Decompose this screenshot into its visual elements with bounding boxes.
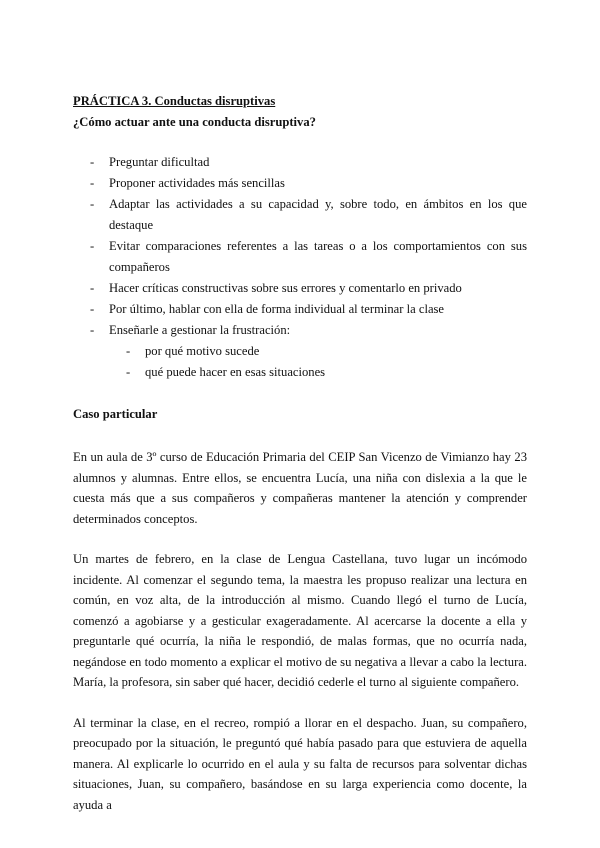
sub-list-item	[109, 341, 527, 362]
list-item	[73, 173, 527, 194]
list-item	[73, 278, 527, 299]
list-item	[73, 236, 527, 278]
bullet-dash: -	[90, 302, 95, 316]
case-heading: Caso particular	[73, 407, 158, 421]
list-item	[73, 299, 527, 320]
list-item-text: Adaptar las actividades a su capacidad y, sobre todo, en ámbitos en los que destaque	[109, 197, 527, 232]
list-item-text: Proponer actividades más sencillas	[109, 176, 285, 190]
bullet-dash: -	[90, 155, 95, 169]
list-item	[73, 152, 527, 173]
frustration-sublist	[109, 341, 527, 383]
paragraph-intro: En un aula de 3º curso de Educación Primaria del CEIP San Vicenzo de Vimianzo hay 23 alumnos y alumnas. Entre ellos, se encuentra Lucía, una niña con dislexia a la que le cuesta más que a sus compañeros y compañeras mantener la atención y comprender determinados conceptos.	[73, 450, 527, 526]
bullet-dash: -	[90, 197, 95, 211]
document-title: PRÁCTICA 3. Conductas disruptivas	[73, 94, 276, 108]
strategy-list	[73, 152, 527, 383]
list-item-text: Preguntar dificultad	[109, 155, 210, 169]
bullet-dash: -	[90, 323, 95, 337]
bullet-dash: -	[126, 344, 131, 358]
document-content	[73, 92, 527, 815]
sub-list-item	[109, 362, 527, 383]
paragraph-aftermath: Al terminar la clase, en el recreo, rompió a llorar en el despacho. Juan, su compañero, preocupado por la situación, le preguntó qué había pasado para que estuviera de aquella manera. Al explicarle lo ocurrido en el aula y su falta de recursos para solventar dichas situaciones, Juan, su compañero, basándose en su larga experiencia como docente, la ayuda a	[73, 715, 527, 812]
list-item-text: Por último, hablar con ella de forma individual al terminar la clase	[109, 302, 445, 316]
sub-list-item-text: por qué motivo sucede	[145, 344, 260, 358]
bullet-dash: -	[90, 239, 95, 253]
document-subtitle: ¿Cómo actuar ante una conducta disruptiva?	[73, 115, 316, 129]
list-item	[73, 194, 527, 236]
bullet-dash: -	[90, 281, 95, 295]
bullet-dash: -	[126, 365, 131, 379]
list-item-text: Enseñarle a gestionar la frustración:	[109, 323, 291, 337]
list-item-text: Evitar comparaciones referentes a las tareas o a los comportamientos con sus compañeros	[109, 239, 527, 274]
bullet-dash: -	[90, 176, 95, 190]
sub-list-item-text: qué puede hacer en esas situaciones	[145, 365, 326, 379]
list-item	[73, 320, 527, 383]
paragraph-incident: Un martes de febrero, en la clase de Lengua Castellana, tuvo lugar un incómodo incidente. Al comenzar el segundo tema, la maestra les propuso realizar una lectura en común, en voz alta, de la introducción al mismo. Cuando llegó el turno de Lucía, comenzó a agobiarse y a gesticular exageradamente. Al acercarse la docente a ella y preguntarle qué ocurría, la niña le respondió, de malas formas, que no ocurría nada, negándose en todo momento a explicar el motivo de su negativa a llevar a cabo la lectura. María, la profesora, sin saber qué hacer, decidió cederle el turno al siguiente compañero.	[73, 552, 527, 689]
list-item-text: Hacer críticas constructivas sobre sus errores y comentarlo en privado	[109, 281, 462, 295]
